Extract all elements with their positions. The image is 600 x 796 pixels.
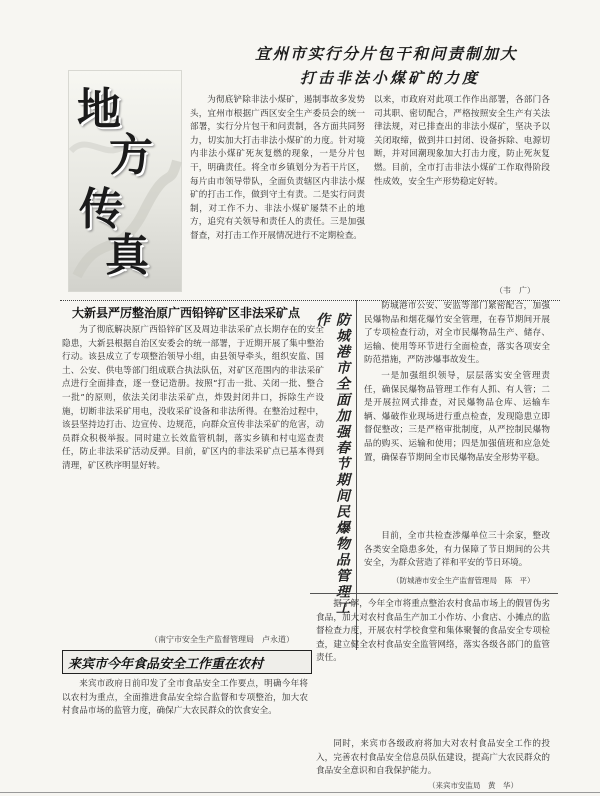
- article3-paragraph-1: 防城港市公安、安监等部门紧密配合，加强民爆物品和烟花爆竹安全管理，在春节期间开展了专项检查行动，对全市民爆物品生产、储存、运输、使用等环节进行全面检查，落实各项安全防范措施，严防涉爆事故发生。: [364, 301, 550, 366]
- article2-body: 为了彻底解决原广西铅锌矿区及周边非法采矿点长期存在的安全隐患，大新县根据自治区安委会的统一部署，于近期开展了集中整治行动。该县成立了专项整治领导小组，由县领导牵头，组织安监、国土、公安、供电等部门组成联合执法队伍，对矿区范围内的非法采矿点进行全面排查，逐一登记造册。按照“打击一批、关闭一批、整合一批”的原则，依法关闭非法采矿点，炸毁封闭井口，拆除生产设施，切断非法采矿用电，没收采矿设备和非法所得。在整治过程中，该县坚持边打击、边宣传、边规范，向群众宣传非法采矿的危害，动员群众积极举报。同时建立长效监管机制，落实乡镇和村屯巡查责任，防止非法采矿活动反弹。目前，矿区内的非法采矿点已基本得到清理，矿区秩序明显好转。: [62, 325, 324, 471]
- page-bottom-rule: [0, 792, 600, 793]
- article2-credit: （南宁市安全生产监督管理局 卢永道）: [150, 635, 294, 644]
- headline-line-1: 宜州市实行分片包干和问责制加大: [255, 44, 518, 63]
- article1-credit: （韦 广）: [495, 286, 535, 295]
- banner-char-1: 地: [77, 84, 121, 135]
- article4-body-right-2: 同时，来宾市各级政府将加大对农村食品安全工作的投入，完善农村食品安全信息员队伍建设，提高广大农民群众的食品安全意识和自我保护能力。: [316, 739, 550, 777]
- article1-column-2: 以来，市政府对此项工作作出部署，各部门各司其职、密切配合，严格按照安全生产有关法律法规，对已排查出的非法小煤矿，坚决予以关闭取缔，做到井口封闭、设备拆除、电源切断，并对回潮现象加大打击力度，防止死灰复燃。目前，全市打击非法小煤矿工作取得阶段性成效，安全生产形势稳定好转。: [374, 95, 550, 187]
- article2-headline: 大新县严厉整治原广西铅锌矿区非法采矿点: [72, 306, 301, 320]
- headline-line-2: 打击非法小煤矿的力度: [300, 69, 481, 87]
- article3-vertical-headline: 防城港市全面加强春节期间民爆物品管理工作: [314, 312, 350, 616]
- article3-bottom-rule: [310, 593, 558, 594]
- article4-credit: （来宾市安监局 黄 华）: [428, 781, 518, 790]
- article4-body-left: 来宾市政府日前印发了全市食品安全工作要点，明确今年将以农村为重点，全面推进食品安全综合监督和专项整治，加大农村食品市场的监管力度，确保广大农民群众的饮食安全。: [62, 679, 308, 717]
- article3-paragraph-3: 目前，全市共检查涉爆单位三十余家，整改各类安全隐患多处，有力保障了节日期间的公共安全，为群众营造了祥和平安的节日环境。: [364, 531, 550, 569]
- article1-column-1: 为彻底铲除非法小煤矿，遏制事故多发势头，宜州市根据广西区安全生产委员会的统一部署，实行分片包干和问责制，各方面共同努力，切实加大打击非法小煤矿的力度。针对境内非法小煤矿死灰复燃的现象，一是分片包干，明确责任。将全市乡镇划分为若干片区，每片由市领导带队，全面负责辖区内非法小煤矿的打击工作，做到守土有责。二是实行问责制，对工作不力、非法小煤矿屡禁不止的地方，追究有关领导和责任人的责任。三是加强督查，对打击工作开展情况进行不定期检查。: [190, 95, 365, 241]
- banner-char-2: 方: [109, 130, 153, 181]
- article4-body-right-1: 据了解，今年全市将重点整治农村食品市场上的假冒伪劣食品，加大对农村食品生产加工小作坊、小食店、小摊点的监督检查力度，开展农村学校食堂和集体聚餐的食品安全专项检查，建立健全农村食品安全监管网络，落实各级各部门的监管责任。: [316, 599, 550, 664]
- banner-char-4: 真: [105, 230, 149, 281]
- article3-paragraph-2: 一是加强组织领导，层层落实安全管理责任，确保民爆物品管理工作有人抓、有人管；二是开展拉网式排查，对民爆物品仓库、运输车辆、爆破作业现场进行重点检查，发现隐患立即督促整改；三是严格审批制度，从严控制民爆物品的购买、运输和使用；四是加强值班和应急处置，确保春节期间全市民爆物品安全形势平稳。: [364, 371, 550, 463]
- article4-headline: 来宾市今年食品安全工作重在农村: [68, 657, 264, 672]
- article3-credit: （防城港市安全生产监督管理局 陈 平）: [392, 576, 535, 585]
- banner-char-3: 传: [79, 184, 123, 235]
- column-banner: [68, 70, 182, 292]
